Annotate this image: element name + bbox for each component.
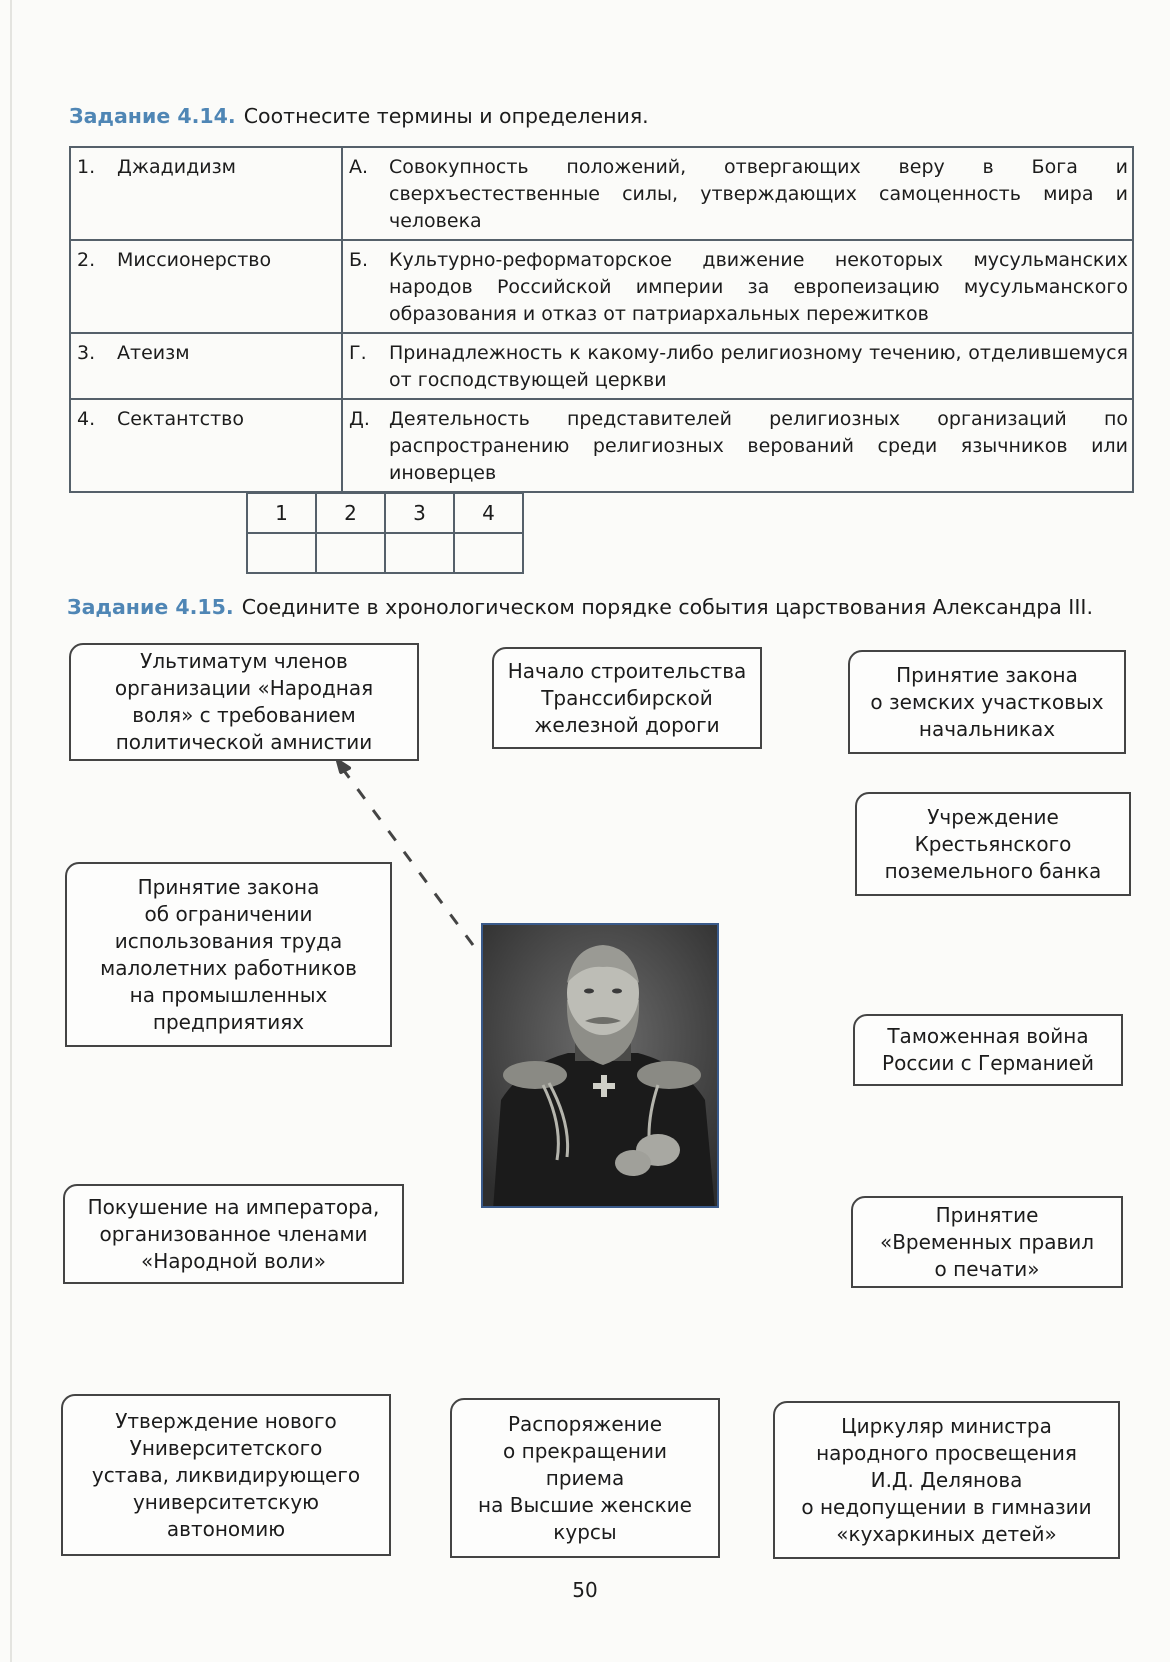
event-line: организованное членами bbox=[99, 1221, 368, 1246]
definition-letter: А. bbox=[349, 156, 369, 178]
term-number: 2. bbox=[77, 249, 96, 271]
term-number: 1. bbox=[77, 156, 96, 178]
answer-input-cell[interactable] bbox=[247, 533, 316, 573]
event-line: России с Германией bbox=[882, 1051, 1094, 1075]
event-box-child-labor[interactable] bbox=[65, 862, 392, 1047]
event-line: начальниках bbox=[918, 716, 1056, 741]
definition-cell bbox=[342, 333, 1133, 399]
term-number: 3. bbox=[77, 342, 96, 364]
definition-text: Принадлежность к какому-либо религиозному течению, отделившемуся от господствующей церкви bbox=[389, 342, 1128, 391]
event-line: политической амнистии bbox=[115, 730, 373, 754]
term-text: Атеизм bbox=[117, 342, 190, 364]
term-cell bbox=[70, 399, 342, 492]
definition-cell bbox=[342, 240, 1133, 333]
definition-text: Культурно-реформаторское движение некоторых мусульманских народов Российской империи за европеизацию мусульманского образования и отказ от патриархальных пережитков bbox=[389, 249, 1128, 325]
event-line: использования труда bbox=[114, 928, 343, 953]
definition-letter: Д. bbox=[349, 408, 370, 430]
event-line: на Высшие женские bbox=[478, 1492, 692, 1517]
event-line: поземельного банка bbox=[884, 858, 1102, 883]
event-line: о земских участковых bbox=[870, 689, 1104, 714]
term-cell bbox=[70, 147, 342, 240]
event-line: «Временных правил bbox=[879, 1229, 1095, 1254]
event-line: Утверждение нового bbox=[115, 1408, 337, 1433]
event-line: Принятие закона bbox=[896, 662, 1078, 687]
event-box-customs-war[interactable] bbox=[853, 1014, 1123, 1086]
task-4-15-heading bbox=[67, 595, 1093, 619]
event-line: Циркуляр министра bbox=[841, 1413, 1052, 1438]
event-line: Принятие закона bbox=[137, 874, 320, 899]
answer-input-cell[interactable] bbox=[454, 533, 523, 573]
emperor-portrait bbox=[481, 923, 719, 1208]
definition-text: Совокупность положений, отвергающих веру в Бога и сверхъестественные силы, утверждающих самоценность мира и человека bbox=[389, 156, 1128, 232]
event-box-press-rules[interactable] bbox=[851, 1196, 1123, 1288]
event-line: о прекращении bbox=[503, 1438, 667, 1463]
terms-definitions-table bbox=[69, 146, 1134, 493]
task-4-15-label: Задание 4.15. bbox=[67, 595, 234, 619]
definition-cell bbox=[342, 147, 1133, 240]
event-line: о печати» bbox=[934, 1256, 1040, 1281]
event-box-zemsky[interactable] bbox=[848, 650, 1126, 754]
definition-text: Деятельность представителей религиозных организаций по распространению религиозных верований среди язычников или иноверцев bbox=[389, 408, 1128, 484]
event-line: Ультиматум членов bbox=[140, 649, 348, 673]
task-4-14-label: Задание 4.14. bbox=[69, 104, 236, 128]
event-box-university[interactable] bbox=[61, 1394, 391, 1556]
event-line: «кухаркиных детей» bbox=[836, 1521, 1057, 1546]
event-box-cook-children[interactable] bbox=[773, 1401, 1120, 1559]
event-line: Принятие bbox=[935, 1202, 1039, 1227]
match-row bbox=[70, 240, 1133, 333]
answer-grid bbox=[246, 492, 524, 574]
event-line: об ограничении bbox=[144, 901, 313, 926]
term-cell bbox=[70, 333, 342, 399]
term-cell bbox=[70, 240, 342, 333]
event-line: И.Д. Делянова bbox=[870, 1467, 1023, 1492]
definition-letter: Б. bbox=[349, 249, 369, 271]
definition-cell bbox=[342, 399, 1133, 492]
event-line: автономию bbox=[166, 1516, 286, 1541]
event-line: устава, ликвидирующего bbox=[91, 1462, 361, 1487]
event-line: Транссибирской bbox=[541, 685, 713, 710]
definition-letter: Г. bbox=[349, 342, 367, 364]
match-row bbox=[70, 333, 1133, 399]
page-margin-line bbox=[10, 0, 12, 1662]
event-line: университетскую bbox=[132, 1489, 320, 1514]
term-text: Сектантство bbox=[117, 408, 244, 430]
event-line: народного просвещения bbox=[816, 1440, 1077, 1465]
event-line: Покушение на императора, bbox=[87, 1194, 380, 1219]
event-line: предприятиях bbox=[152, 1009, 305, 1034]
page-number: 50 bbox=[572, 1578, 598, 1602]
event-line: о недопущении в гимназии bbox=[801, 1494, 1092, 1519]
event-line: воля» с требованием bbox=[132, 703, 356, 727]
portrait-image bbox=[483, 925, 719, 1208]
task-4-15-text: Соедините в хронологическом порядке события царствования Александра III. bbox=[241, 595, 1093, 619]
event-line: «Народной воли» bbox=[141, 1248, 326, 1273]
match-row bbox=[70, 147, 1133, 240]
event-line: Университетского bbox=[129, 1435, 323, 1460]
answer-header-cell: 1 bbox=[247, 493, 316, 533]
event-line: железной дороги bbox=[534, 712, 720, 737]
event-box-ultimatum[interactable] bbox=[69, 643, 419, 761]
answer-input-cell[interactable] bbox=[385, 533, 454, 573]
event-line: малолетних работников bbox=[100, 955, 357, 980]
event-box-peasant-bank[interactable] bbox=[855, 792, 1131, 896]
event-box-assassination[interactable] bbox=[63, 1184, 404, 1284]
answer-header-cell: 4 bbox=[454, 493, 523, 533]
term-text: Миссионерство bbox=[117, 249, 272, 271]
event-line: приема bbox=[545, 1465, 625, 1490]
answer-input-cell[interactable] bbox=[316, 533, 385, 573]
match-row bbox=[70, 399, 1133, 492]
event-line: Начало строительства bbox=[507, 658, 747, 683]
event-box-women-courses[interactable] bbox=[450, 1398, 720, 1558]
task-4-14-text: Соотнесите термины и определения. bbox=[243, 104, 649, 128]
event-line: организации «Народная bbox=[114, 676, 374, 700]
answer-header-cell: 3 bbox=[385, 493, 454, 533]
task-4-14-heading bbox=[69, 104, 649, 128]
event-line: курсы bbox=[553, 1519, 617, 1544]
event-line: Таможенная война bbox=[887, 1024, 1089, 1048]
term-text: Джадидизм bbox=[117, 156, 237, 178]
event-line: на промышленных bbox=[129, 982, 328, 1007]
event-line: Крестьянского bbox=[914, 831, 1072, 856]
event-line: Учреждение bbox=[927, 804, 1059, 829]
answer-header-cell: 2 bbox=[316, 493, 385, 533]
event-line: Распоряжение bbox=[507, 1411, 663, 1436]
event-box-transsib[interactable] bbox=[492, 647, 762, 749]
term-number: 4. bbox=[77, 408, 96, 430]
